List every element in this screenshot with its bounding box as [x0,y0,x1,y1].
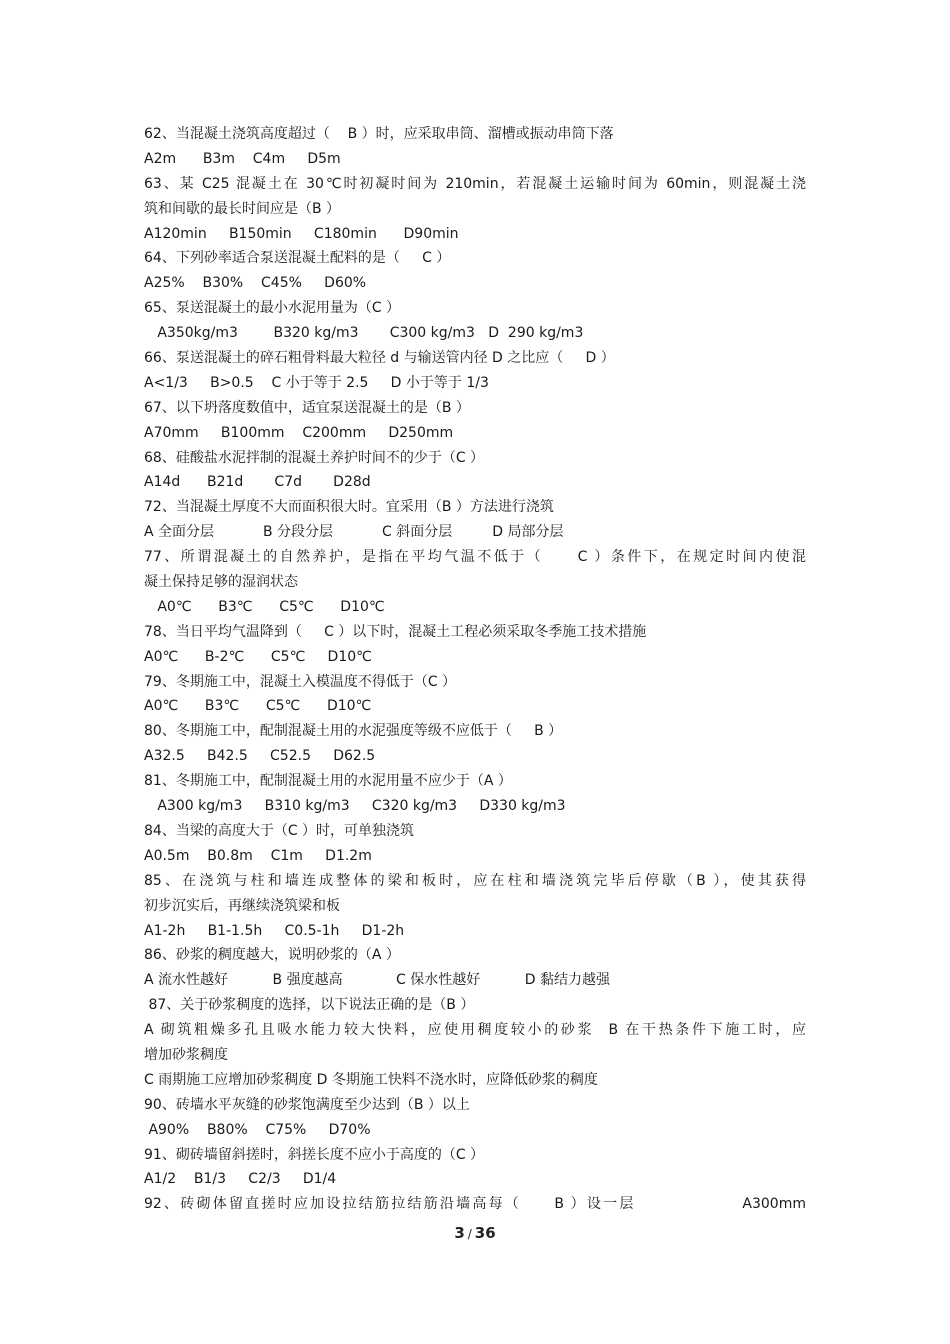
total-pages: 36 [474,1224,496,1242]
text-line: 65、泵送混凝土的最小水泥用量为（C ） [144,300,401,317]
text-line: 91、砌砖墙留斜搓时，斜搓长度不应小于高度的（C ） [144,1146,485,1163]
text-line: A0℃ B3℃ C5℃ D10℃ [144,598,385,615]
text-line: A32.5 B42.5 C52.5 D62.5 [144,748,376,765]
text-line: A 砌筑粗燥多孔且吸水能力较大快料，应使用稠度较小的砂浆 B 在干热条件下施工时，应 [144,1022,806,1039]
text-line: 81、冬期施工中，配制混凝土用的水泥用量不应少于（A ） [144,773,512,790]
text-line: A300 kg/m3 B310 kg/m3 C320 kg/m3 D330 kg/m3 [144,798,566,815]
text-line: 筑和间歇的最长时间应是（B ） [144,200,341,217]
text-line: 67、以下坍落度数值中，适宜泵送混凝土的是（B ） [144,399,470,416]
text-line: 63、某 C25 混凝土在 30℃时初凝时间为 210min，若混凝土运输时间为 60min，则混凝土浇 [144,175,806,192]
text-line: A 流水性越好 B 强度越高 C 保水性越好 D 黏结力越强 [144,972,610,989]
text-line: A14d B21d C7d D28d [144,474,371,491]
current-page-number: 3 [454,1224,465,1242]
question-text-block [144,122,806,1217]
text-line: 90、砖墙水平灰缝的砂浆饱满度至少达到（B ）以上 [144,1096,470,1113]
text-line: 84、当梁的高度大于（C ）时，可单独浇筑 [144,822,415,839]
text-line: A90% B80% C75% D70% [144,1121,371,1138]
page-number [0,1224,950,1242]
text-line: 79、冬期施工中，混凝土入模温度不得低于（C ） [144,673,457,690]
text-line: 增加砂浆稠度 [144,1046,228,1063]
text-line: 86、砂浆的稠度越大，说明砂浆的（A ） [144,947,400,964]
text-line: 77、所谓混凝土的自然养护，是指在平均气温不低于（ C ）条件下，在规定时间内使混 [144,549,806,566]
text-line: 68、硅酸盐水泥拌制的混凝土养护时间不的少于（C ） [144,449,485,466]
text-line: A120min B150min C180min D90min [144,225,459,242]
text-line: A0℃ B-2℃ C5℃ D10℃ [144,648,372,665]
text-line: A2m B3m C4m D5m [144,150,341,167]
text-line: 64、下列砂率适合泵送混凝土配料的是（ C ） [144,250,451,267]
text-line: C 雨期施工应增加砂浆稠度 D 冬期施工快料不浇水时，应降低砂浆的稠度 [144,1071,598,1088]
text-line: A0℃ B3℃ C5℃ D10℃ [144,698,372,715]
text-line: 78、当日平均气温降到（ C ）以下时，混凝土工程必须采取冬季施工技术措施 [144,623,647,640]
text-line: 85、在浇筑与柱和墙连成整体的梁和板时，应在柱和墙浇筑完毕后停歇（B ），使其获得 [144,872,806,889]
text-line: A0.5m B0.8m C1m D1.2m [144,847,372,864]
text-line: A1-2h B1-1.5h C0.5-1h D1-2h [144,922,405,939]
text-line: 初步沉实后，再继续浇筑梁和板 [144,897,340,914]
text-line: A70mm B100mm C200mm D250mm [144,424,454,441]
text-line: A1/2 B1/3 C2/3 D1/4 [144,1171,337,1188]
text-line: A25% B30% C45% D60% [144,275,367,292]
text-line: 66、泵送混凝土的碎石粗骨料最大粒径 d 与输送管内径 D 之比应（ D ） [144,350,615,367]
text-line: 92、砖砌体留直搓时应加设拉结筋拉结筋沿墙高每（ B ）设一层 A300mm [144,1196,806,1213]
text-line: 87、关于砂浆稠度的选择，以下说法正确的是（B ） [144,997,475,1014]
text-line: A<1/3 B>0.5 C 小于等于 2.5 D 小于等于 1/3 [144,374,489,391]
text-line: 72、当混凝土厚度不大而面积很大时。宜采用（B ）方法进行浇筑 [144,499,554,516]
text-line: 凝土保持足够的湿润状态 [144,574,298,591]
text-line: 80、冬期施工中，配制混凝土用的水泥强度等级不应低于（ B ） [144,723,563,740]
text-line: A 全面分层 B 分段分层 C 斜面分层 D 局部分层 [144,524,564,541]
page-separator: / [467,1227,472,1241]
text-line: A350kg/m3 B320 kg/m3 C300 kg/m3 D 290 kg/m3 [144,325,584,342]
text-line: 62、当混凝土浇筑高度超过（ B ）时，应采取串筒、溜槽或振动串筒下落 [144,126,614,142]
